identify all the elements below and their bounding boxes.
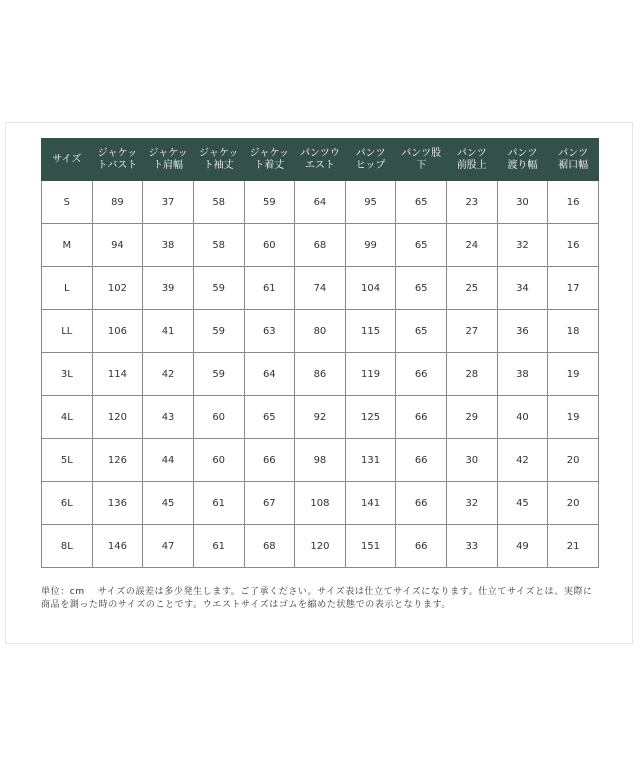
measurement-cell: 16 <box>548 224 599 267</box>
header-pants-front-rise: パンツ 前股上 <box>447 139 498 181</box>
measurement-cell: 59 <box>193 353 244 396</box>
size-table-body <box>42 181 599 568</box>
measurement-cell: 66 <box>396 396 447 439</box>
measurement-cell: 18 <box>548 310 599 353</box>
table-row <box>42 482 599 525</box>
size-label-cell: 8L <box>42 525 93 568</box>
measurement-cell: 136 <box>92 482 143 525</box>
measurement-cell: 68 <box>295 224 346 267</box>
header-size: サイズ <box>42 139 93 181</box>
measurement-cell: 64 <box>295 181 346 224</box>
size-table <box>41 138 599 568</box>
measurement-cell: 60 <box>193 439 244 482</box>
measurement-cell: 66 <box>244 439 295 482</box>
measurement-cell: 24 <box>447 224 498 267</box>
measurement-cell: 104 <box>345 267 396 310</box>
measurement-cell: 29 <box>447 396 498 439</box>
measurement-cell: 59 <box>193 310 244 353</box>
measurement-cell: 89 <box>92 181 143 224</box>
measurement-cell: 94 <box>92 224 143 267</box>
measurement-cell: 33 <box>447 525 498 568</box>
measurement-cell: 61 <box>244 267 295 310</box>
size-label-cell: M <box>42 224 93 267</box>
measurement-cell: 60 <box>244 224 295 267</box>
measurement-cell: 38 <box>497 353 548 396</box>
measurement-cell: 16 <box>548 181 599 224</box>
measurement-cell: 41 <box>143 310 194 353</box>
measurement-cell: 99 <box>345 224 396 267</box>
measurement-cell: 43 <box>143 396 194 439</box>
measurement-cell: 36 <box>497 310 548 353</box>
measurement-cell: 65 <box>396 181 447 224</box>
measurement-cell: 47 <box>143 525 194 568</box>
table-row <box>42 525 599 568</box>
measurement-cell: 19 <box>548 353 599 396</box>
measurement-cell: 141 <box>345 482 396 525</box>
measurement-cell: 63 <box>244 310 295 353</box>
measurement-cell: 28 <box>447 353 498 396</box>
measurement-cell: 34 <box>497 267 548 310</box>
measurement-cell: 21 <box>548 525 599 568</box>
measurement-cell: 95 <box>345 181 396 224</box>
size-label-cell: 6L <box>42 482 93 525</box>
measurement-cell: 17 <box>548 267 599 310</box>
measurement-cell: 65 <box>396 224 447 267</box>
header-jacket-shoulder: ジャケッ ト肩幅 <box>143 139 194 181</box>
measurement-cell: 37 <box>143 181 194 224</box>
measurement-cell: 58 <box>193 224 244 267</box>
measurement-cell: 125 <box>345 396 396 439</box>
measurement-cell: 66 <box>396 439 447 482</box>
measurement-cell: 45 <box>143 482 194 525</box>
size-label-cell: 3L <box>42 353 93 396</box>
measurement-cell: 126 <box>92 439 143 482</box>
header-pants-waist: パンツウ エスト <box>295 139 346 181</box>
measurement-cell: 131 <box>345 439 396 482</box>
measurement-cell: 114 <box>92 353 143 396</box>
measurement-cell: 80 <box>295 310 346 353</box>
measurement-cell: 115 <box>345 310 396 353</box>
measurement-cell: 49 <box>497 525 548 568</box>
measurement-cell: 151 <box>345 525 396 568</box>
table-row <box>42 267 599 310</box>
measurement-cell: 65 <box>396 267 447 310</box>
measurement-cell: 65 <box>396 310 447 353</box>
measurement-cell: 58 <box>193 181 244 224</box>
measurement-cell: 44 <box>143 439 194 482</box>
header-jacket-sleeve: ジャケッ ト袖丈 <box>193 139 244 181</box>
measurement-cell: 64 <box>244 353 295 396</box>
size-label-cell: LL <box>42 310 93 353</box>
measurement-cell: 65 <box>244 396 295 439</box>
measurement-cell: 86 <box>295 353 346 396</box>
table-row <box>42 224 599 267</box>
measurement-cell: 68 <box>244 525 295 568</box>
size-note: 単位：cm サイズの誤差は多少発生します。ご了承ください。サイズ表は仕立てサイズになります。仕立てサイズとは、実際に商品を測った時のサイズのことです。ウエストサイズはゴムを縮めた状態での表示となります。 <box>41 587 593 610</box>
header-jacket-length: ジャケッ ト着丈 <box>244 139 295 181</box>
measurement-cell: 39 <box>143 267 194 310</box>
measurement-cell: 27 <box>447 310 498 353</box>
measurement-cell: 61 <box>193 525 244 568</box>
measurement-cell: 20 <box>548 482 599 525</box>
measurement-cell: 59 <box>244 181 295 224</box>
header-pants-hip: パンツ ヒップ <box>345 139 396 181</box>
measurement-cell: 92 <box>295 396 346 439</box>
measurement-cell: 106 <box>92 310 143 353</box>
header-jacket-bust: ジャケッ トバスト <box>92 139 143 181</box>
table-row <box>42 353 599 396</box>
header-pants-inseam: パンツ股下 <box>396 139 447 181</box>
measurement-cell: 59 <box>193 267 244 310</box>
measurement-cell: 102 <box>92 267 143 310</box>
measurement-cell: 19 <box>548 396 599 439</box>
measurement-cell: 108 <box>295 482 346 525</box>
measurement-cell: 20 <box>548 439 599 482</box>
header-pants-thigh: パンツ 渡り幅 <box>497 139 548 181</box>
table-row <box>42 439 599 482</box>
header-pants-hem: パンツ 裾口幅 <box>548 139 599 181</box>
measurement-cell: 67 <box>244 482 295 525</box>
measurement-cell: 30 <box>447 439 498 482</box>
measurement-cell: 40 <box>497 396 548 439</box>
measurement-cell: 66 <box>396 482 447 525</box>
measurement-cell: 45 <box>497 482 548 525</box>
measurement-cell: 25 <box>447 267 498 310</box>
measurement-cell: 32 <box>497 224 548 267</box>
measurement-cell: 98 <box>295 439 346 482</box>
measurement-cell: 60 <box>193 396 244 439</box>
size-label-cell: L <box>42 267 93 310</box>
measurement-cell: 146 <box>92 525 143 568</box>
table-row <box>42 310 599 353</box>
size-label-cell: 4L <box>42 396 93 439</box>
header-row <box>42 139 599 181</box>
measurement-cell: 120 <box>92 396 143 439</box>
table-row <box>42 396 599 439</box>
measurement-cell: 66 <box>396 525 447 568</box>
measurement-cell: 120 <box>295 525 346 568</box>
measurement-cell: 74 <box>295 267 346 310</box>
size-label-cell: S <box>42 181 93 224</box>
measurement-cell: 30 <box>497 181 548 224</box>
size-label-cell: 5L <box>42 439 93 482</box>
measurement-cell: 23 <box>447 181 498 224</box>
measurement-cell: 61 <box>193 482 244 525</box>
table-row <box>42 181 599 224</box>
measurement-cell: 42 <box>497 439 548 482</box>
measurement-cell: 42 <box>143 353 194 396</box>
measurement-cell: 66 <box>396 353 447 396</box>
measurement-cell: 38 <box>143 224 194 267</box>
measurement-cell: 32 <box>447 482 498 525</box>
measurement-cell: 119 <box>345 353 396 396</box>
